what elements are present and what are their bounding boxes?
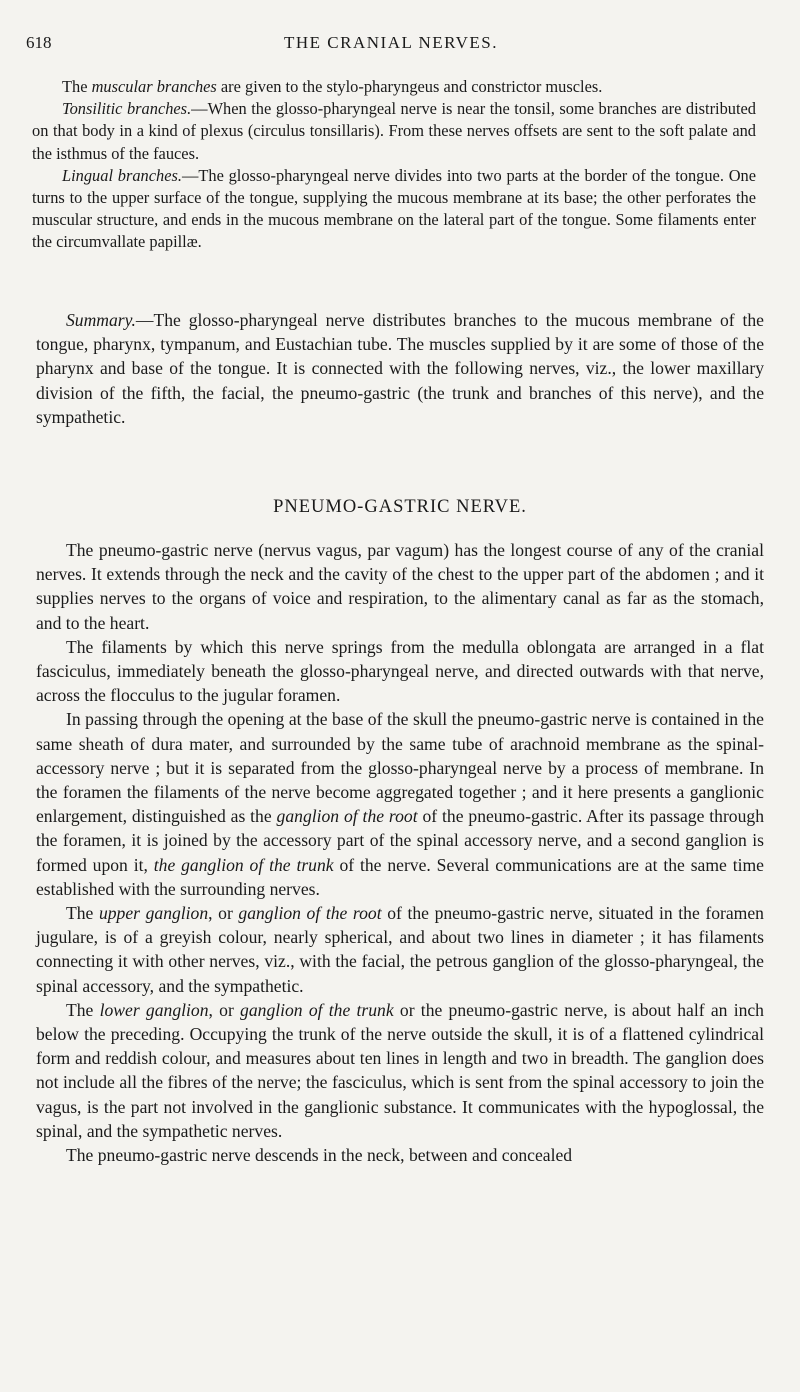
paragraph-tonsilitic-branches: Tonsilitic branches.—When the glosso-pharyngeal nerve is near the tonsil, some branches are distributed on that body in a kind of plexus (circulus tonsillaris). From these nerves offsets are sent to the soft palate and the isthmus of the fauces. [32,99,756,163]
section-heading: PNEUMO-GASTRIC NERVE. [273,497,527,517]
paragraph-descends: The pneumo-gastric nerve descends in the neck, between and concealed [66,1145,573,1166]
pneumo-gastric-section [36,538,764,1167]
paragraph-summary: Summary.—The glosso-pharyngeal nerve distributes branches to the mucous membrane of the tongue, pharynx, tympanum, and Eustachian tube. The muscles supplied by it are some of those of the pharynx and base of the tongue. It is connected with the following nerves, viz., the lower maxillary division of the fifth, the facial, the pneumo-gastric (the trunk and branches of this nerve), and the sympathetic. [36,310,764,427]
paragraph-upper-ganglion: The upper ganglion, or ganglion of the root of the pneumo-gastric nerve, situated in the foramen jugulare, is of a greyish colour, nearly spherical, and about two lines in diameter ; it has filaments connecting it with other nerves, viz., with the facial, the petrous ganglion of the glosso-pharyngeal, the spinal accessory, and the sympathetic. [36,903,764,996]
paragraph-lingual-branches: Lingual branches.—The glosso-pharyngeal nerve divides into two parts at the border of the tongue. One turns to the upper surface of the tongue, supplying the mucous membrane at its base; the other perforates the muscular structure, and ends in the mucous membrane on the lateral part of the tongue. Some filaments enter the circumvallate papillæ. [32,165,756,252]
paragraph-lower-ganglion: The lower ganglion, or ganglion of the trunk or the pneumo-gastric nerve, is about half an inch below the preceding. Occupying the trunk of the nerve outside the skull, it is of a flattened cylindrical form and reddish colour, and measures about ten lines in length and two in breadth. The ganglion does not include all the fibres of the nerve; the fasciculus, which is sent from the spinal accessory to join the vagus, is the part not involved in the ganglionic substance. It communicates with the hypoglossal, the spinal, and the sympathetic nerves. [36,999,764,1141]
glosso-pharyngeal-branches [32,76,756,254]
running-title: THE CRANIAL NERVES. [284,33,498,52]
paragraph-passage: In passing through the opening at the base of the skull the pneumo-gastric nerve is contained in the same sheath of dura mater, and surrounded by the same tube of arachnoid membrane as the spinal-accessory nerve ; but it is separated from the glosso-pharyngeal nerve by a process of membrane. In the foramen the filaments of the nerve become aggregated together ; and it here presents a ganglionic enlargement, distinguished as the ganglion of the root of the pneumo-gastric. After its passage through the foramen, it is joined by the accessory part of the spinal accessory nerve, and a second ganglion is formed upon it, the ganglion of the trunk of the nerve. Several communications are at the same time established with the surrounding nerves. [36,709,764,899]
paragraph-course: The pneumo-gastric nerve (nervus vagus, par vagum) has the longest course of any of the cranial nerves. It extends through the neck and the cavity of the chest to the upper part of the abdomen ; and it supplies nerves to the organs of voice and respiration, to the alimentary canal as far as the stomach, and to the heart. [36,540,764,633]
paragraph-filaments: The filaments by which this nerve springs from the medulla oblongata are arranged in a flat fasciculus, immediately beneath the glosso-pharyngeal nerve, and directed outwards with that nerve, across the flocculus to the jugular foramen. [36,636,764,706]
running-header [20,33,762,59]
paragraph-muscular-branches: The muscular branches are given to the stylo-pharyngeus and constrictor muscles. [62,77,603,96]
summary-section [36,308,764,429]
page-number: 618 [26,33,52,52]
